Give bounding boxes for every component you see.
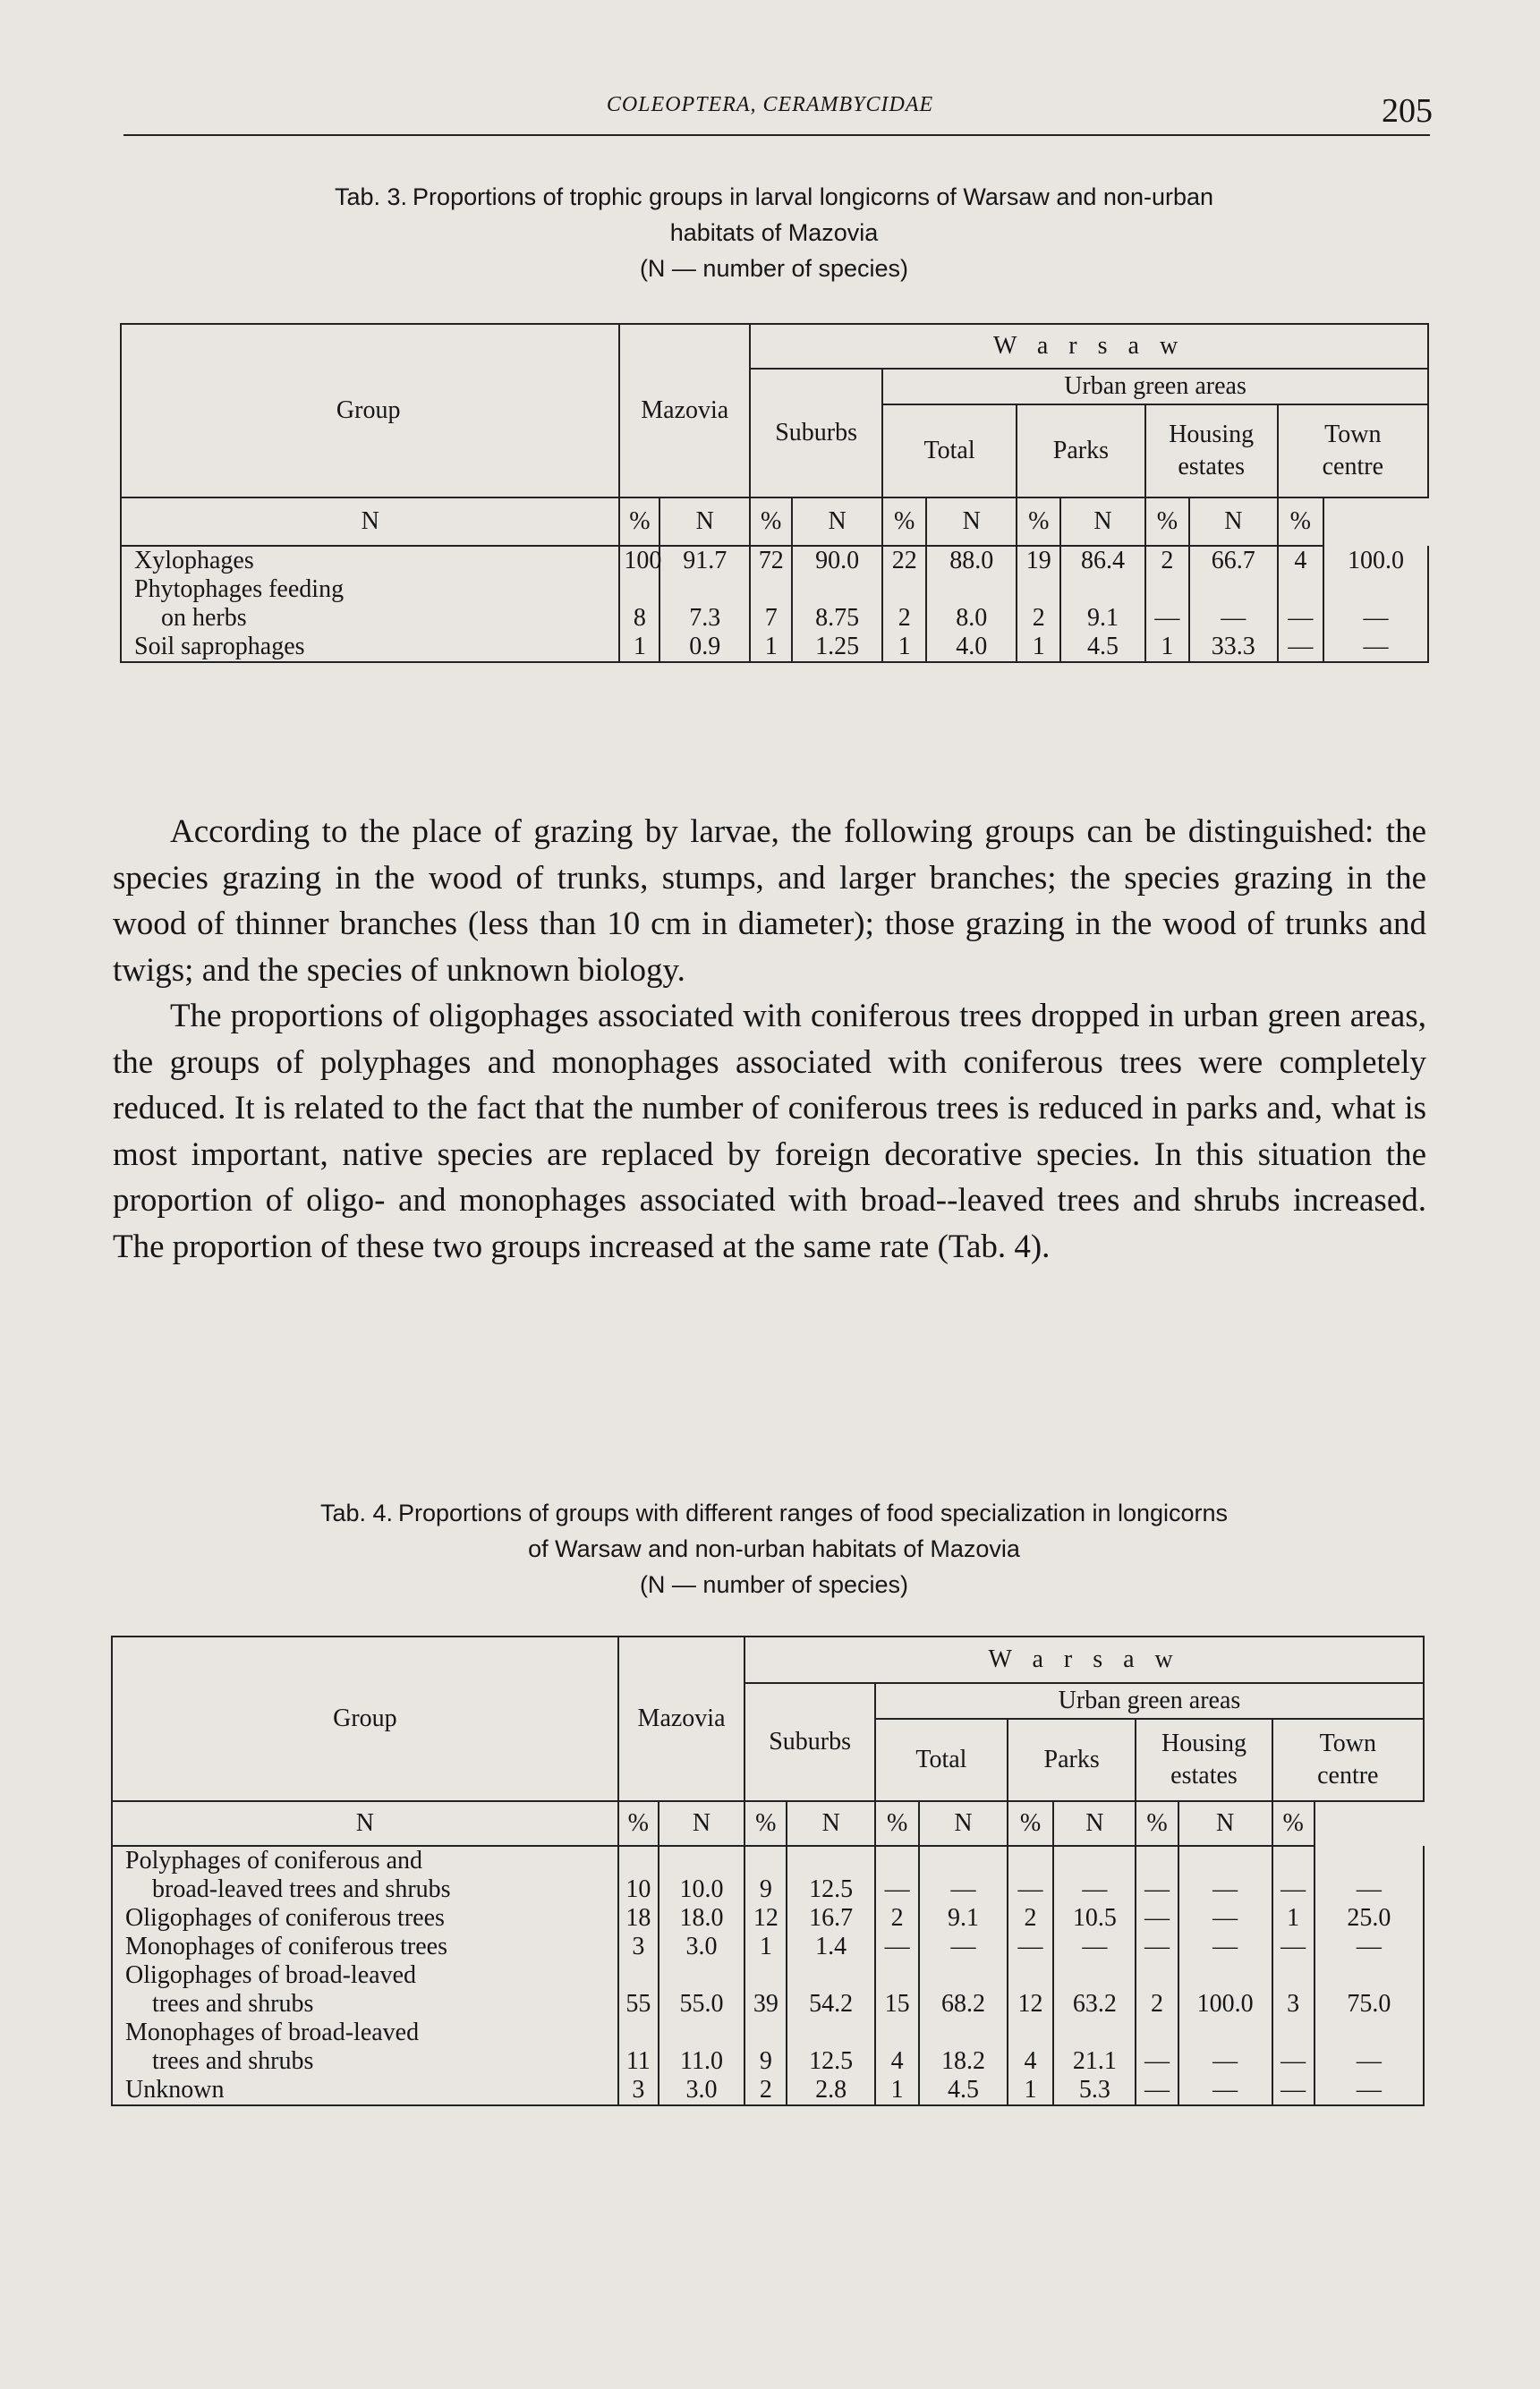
table3-header-parks: Parks (1017, 404, 1145, 497)
cell-percent: 66.7 (1189, 546, 1278, 575)
cell-percent (919, 1846, 1008, 1875)
table3-subheader-percent: % (619, 497, 659, 546)
cell-percent: 1.25 (792, 633, 882, 662)
table4-header-warsaw: W a r s a w (744, 1637, 1424, 1683)
table4-caption-text1: Proportions of groups with different ranges of food specialization in longicorns (398, 1500, 1229, 1526)
table4-header-urban-green: Urban green areas (875, 1683, 1424, 1719)
cell-percent: — (1053, 1875, 1136, 1904)
cell-count: 55 (618, 1990, 659, 2019)
table3-subheader-percent: % (882, 497, 926, 546)
cell-percent (1060, 575, 1144, 604)
paragraph-1: According to the place of grazing by larvae, the following groups can be distinguished: the species grazing in the wood of trunks, stumps, and larger branches; the species grazing in the wood of thinner branches (less than 10 cm in diameter); those grazing in the wood of trunks and twigs; and the species of unknown biology. (113, 813, 1426, 989)
table4-subheader-percent: % (875, 1801, 919, 1846)
table4-header-housing (1136, 1719, 1272, 1801)
cell-count: 4 (1278, 546, 1323, 575)
table4-subheader-percent: % (618, 1801, 659, 1846)
table-row (121, 633, 1428, 662)
table4-subheader-n: N (787, 1801, 875, 1846)
running-title: COLEOPTERA, CERAMBYCIDAE (606, 93, 934, 116)
row-group-label: Oligophages of coniferous trees (112, 1904, 618, 1933)
table3-caption (116, 179, 1432, 286)
row-group-label: Soil saprophages (121, 633, 619, 662)
cell-count: 1 (1145, 633, 1189, 662)
table3-header-suburbs: Suburbs (750, 369, 882, 497)
table3-housing-line1: Housing (1169, 421, 1255, 448)
cell-percent (659, 1846, 744, 1875)
row-group-label: Unknown (112, 2076, 618, 2105)
table3-subheader-percent: % (1145, 497, 1189, 546)
cell-count (1008, 2019, 1053, 2047)
table3-header-housing (1145, 404, 1278, 497)
table3-header-town (1278, 404, 1428, 497)
cell-percent: 90.0 (792, 546, 882, 575)
cell-percent (1315, 1846, 1424, 1875)
cell-percent: 9.1 (1060, 604, 1144, 633)
cell-percent (787, 1846, 875, 1875)
cell-count: 12 (744, 1904, 787, 1933)
table4-town-line1: Town (1319, 1730, 1376, 1757)
row-group-label: Phytophages feeding (121, 575, 619, 604)
table4-subheader-n: N (112, 1801, 618, 1846)
cell-count: 4 (1008, 2047, 1053, 2076)
cell-percent (919, 2019, 1008, 2047)
cell-percent: 18.0 (659, 1904, 744, 1933)
cell-percent: 16.7 (787, 1904, 875, 1933)
cell-count (1272, 2019, 1315, 2047)
table-row (112, 1961, 1424, 1990)
table3-header-urban-green: Urban green areas (882, 369, 1428, 404)
row-group-label: Xylophages (121, 546, 619, 575)
table3-subheader-percent: % (750, 497, 792, 546)
cell-count: — (1272, 1875, 1315, 1904)
cell-count: 10 (618, 1875, 659, 1904)
cell-percent: 12.5 (787, 2047, 875, 2076)
cell-percent: 3.0 (659, 2076, 744, 2105)
cell-count (1136, 2019, 1178, 2047)
cell-percent (1178, 2019, 1272, 2047)
cell-count: 1 (1272, 1904, 1315, 1933)
cell-count: 12 (1008, 1990, 1053, 2019)
table4-caption-line1 (116, 1495, 1432, 1531)
cell-percent: 33.3 (1189, 633, 1278, 662)
table4-caption (116, 1495, 1432, 1603)
table4 (111, 1636, 1425, 2106)
cell-count (618, 1846, 659, 1875)
cell-count: 2 (744, 2076, 787, 2105)
cell-count (744, 2019, 787, 2047)
table4-town-line2: centre (1317, 1762, 1379, 1790)
cell-percent: 4.5 (1060, 633, 1144, 662)
table4-header-total: Total (875, 1719, 1008, 1801)
table4-subheader-n: N (919, 1801, 1008, 1846)
cell-percent (926, 575, 1017, 604)
cell-count: — (1008, 1933, 1053, 1961)
cell-count: 2 (1017, 604, 1060, 633)
cell-percent (659, 1961, 744, 1990)
cell-percent: — (1178, 2047, 1272, 2076)
cell-count (1008, 1961, 1053, 1990)
table3-caption-text1: Proportions of trophic groups in larval longicorns of Warsaw and non-urban (413, 183, 1214, 210)
row-group-label: broad-leaved trees and shrubs (112, 1875, 618, 1904)
table3-caption-label: Tab. 3. (334, 183, 408, 210)
table3-caption-line2: habitats of Mazovia (669, 219, 879, 246)
cell-percent: — (1178, 1904, 1272, 1933)
cell-percent: 12.5 (787, 1875, 875, 1904)
row-group-label: trees and shrubs (112, 2047, 618, 2076)
cell-count (744, 1961, 787, 1990)
cell-percent (919, 1961, 1008, 1990)
cell-count: — (1272, 2076, 1315, 2105)
table4-subheader-n: N (1178, 1801, 1272, 1846)
cell-percent: 10.0 (659, 1875, 744, 1904)
table3-subheader-percent: % (1017, 497, 1060, 546)
table4-header-town (1272, 1719, 1424, 1801)
cell-count (1008, 1846, 1053, 1875)
cell-percent: — (1178, 1875, 1272, 1904)
cell-count (1272, 1846, 1315, 1875)
cell-percent (1053, 2019, 1136, 2047)
cell-count: — (1278, 633, 1323, 662)
row-group-label: Monophages of broad-leaved (112, 2019, 618, 2047)
cell-percent (1053, 1846, 1136, 1875)
cell-percent: 100.0 (1323, 546, 1428, 575)
cell-count: 2 (1136, 1990, 1178, 2019)
cell-percent: — (1315, 2047, 1424, 2076)
cell-count: 18 (618, 1904, 659, 1933)
cell-count: — (875, 1875, 919, 1904)
table4-housing-line1: Housing (1161, 1730, 1246, 1757)
cell-count: 100 (619, 546, 659, 575)
cell-count: 1 (750, 633, 792, 662)
table3-town-line1: Town (1324, 421, 1382, 448)
table3-subheader-n: N (792, 497, 882, 546)
cell-percent (792, 575, 882, 604)
table4-header-group: Group (112, 1637, 618, 1801)
table4-caption-line3: (N — number of species) (639, 1571, 909, 1598)
table3-subheader-n: N (121, 497, 619, 546)
row-group-label: on herbs (121, 604, 619, 633)
table-row (112, 2047, 1424, 2076)
cell-count (875, 1961, 919, 1990)
cell-count: 3 (618, 1933, 659, 1961)
table4-subheader-n: N (1053, 1801, 1136, 1846)
header-rule (123, 134, 1430, 136)
table3-subheader-n: N (1060, 497, 1144, 546)
table4-header-mazovia: Mazovia (618, 1637, 744, 1801)
cell-percent: 100.0 (1178, 1990, 1272, 2019)
cell-count: 2 (875, 1904, 919, 1933)
table-row (112, 2076, 1424, 2105)
cell-count: 22 (882, 546, 926, 575)
cell-percent: 18.2 (919, 2047, 1008, 2076)
cell-count (1278, 575, 1323, 604)
table4-housing-line2: estates (1170, 1762, 1238, 1790)
cell-count: 2 (1145, 546, 1189, 575)
cell-count: — (1136, 1875, 1178, 1904)
table4-subheader-percent: % (1136, 1801, 1178, 1846)
table3-caption-line1 (116, 179, 1432, 215)
cell-count: 2 (882, 604, 926, 633)
cell-count: 15 (875, 1990, 919, 2019)
cell-percent (787, 1961, 875, 1990)
cell-percent: — (919, 1875, 1008, 1904)
cell-percent: 63.2 (1053, 1990, 1136, 2019)
row-group-label: Monophages of coniferous trees (112, 1933, 618, 1961)
cell-count (1136, 1961, 1178, 1990)
cell-percent: 55.0 (659, 1990, 744, 2019)
cell-percent: 2.8 (787, 2076, 875, 2105)
table-row (112, 1875, 1424, 1904)
cell-count: 1 (744, 1933, 787, 1961)
cell-count: 1 (1017, 633, 1060, 662)
table-row (112, 1933, 1424, 1961)
cell-percent: 21.1 (1053, 2047, 1136, 2076)
cell-percent: 88.0 (926, 546, 1017, 575)
table4-subheader-n: N (659, 1801, 744, 1846)
cell-count: — (1136, 2076, 1178, 2105)
cell-count: 19 (1017, 546, 1060, 575)
cell-count (619, 575, 659, 604)
table4-subheader-percent: % (744, 1801, 787, 1846)
page-number: 205 (1382, 92, 1433, 130)
cell-percent: 9.1 (919, 1904, 1008, 1933)
cell-count: 4 (875, 2047, 919, 2076)
table3-header-mazovia: Mazovia (619, 324, 750, 497)
cell-count: 9 (744, 1875, 787, 1904)
cell-percent (1178, 1961, 1272, 1990)
table3-subheader-n: N (926, 497, 1017, 546)
cell-count: 39 (744, 1990, 787, 2019)
cell-percent: — (919, 1933, 1008, 1961)
cell-percent: — (1189, 604, 1278, 633)
cell-percent: — (1053, 1933, 1136, 1961)
cell-count: — (1136, 1904, 1178, 1933)
cell-percent (787, 2019, 875, 2047)
cell-count (875, 2019, 919, 2047)
cell-percent: 11.0 (659, 2047, 744, 2076)
cell-count: — (1136, 1933, 1178, 1961)
cell-count: 3 (1272, 1990, 1315, 2019)
cell-percent: 4.0 (926, 633, 1017, 662)
cell-percent: 3.0 (659, 1933, 744, 1961)
table-row (112, 1904, 1424, 1933)
table3-header-total: Total (882, 404, 1017, 497)
cell-count: 7 (750, 604, 792, 633)
cell-count (618, 2019, 659, 2047)
cell-percent: — (1315, 1933, 1424, 1961)
cell-count: 11 (618, 2047, 659, 2076)
cell-percent: — (1323, 633, 1428, 662)
cell-count (1272, 1961, 1315, 1990)
cell-percent: 5.3 (1053, 2076, 1136, 2105)
cell-percent: — (1315, 1875, 1424, 1904)
cell-count (875, 1846, 919, 1875)
cell-percent: 25.0 (1315, 1904, 1424, 1933)
row-group-label: Polyphages of coniferous and (112, 1846, 618, 1875)
cell-count: — (1136, 2047, 1178, 2076)
cell-percent (1178, 1846, 1272, 1875)
table3 (120, 323, 1429, 663)
cell-count: 72 (750, 546, 792, 575)
row-group-label: Oligophages of broad-leaved (112, 1961, 618, 1990)
cell-percent: — (1323, 604, 1428, 633)
table4-header-suburbs: Suburbs (744, 1683, 875, 1801)
cell-percent: 4.5 (919, 2076, 1008, 2105)
cell-percent (1189, 575, 1278, 604)
cell-count: 9 (744, 2047, 787, 2076)
cell-count: 1 (875, 2076, 919, 2105)
cell-percent: 1.4 (787, 1933, 875, 1961)
cell-percent: 10.5 (1053, 1904, 1136, 1933)
cell-percent: — (1178, 1933, 1272, 1961)
table3-subheader-percent: % (1278, 497, 1323, 546)
cell-count: 1 (882, 633, 926, 662)
cell-count: — (1145, 604, 1189, 633)
table3-subheader-n: N (1189, 497, 1278, 546)
cell-percent (1315, 1961, 1424, 1990)
table4-header-parks: Parks (1008, 1719, 1136, 1801)
cell-count (1017, 575, 1060, 604)
cell-percent: 7.3 (659, 604, 750, 633)
cell-count (744, 1846, 787, 1875)
table-row (121, 546, 1428, 575)
cell-count (1145, 575, 1189, 604)
cell-count: 2 (1008, 1904, 1053, 1933)
cell-percent (659, 2019, 744, 2047)
table3-housing-line2: estates (1178, 453, 1245, 480)
cell-count: 8 (619, 604, 659, 633)
cell-percent (659, 575, 750, 604)
cell-count: 1 (619, 633, 659, 662)
cell-percent: 54.2 (787, 1990, 875, 2019)
cell-percent: 8.0 (926, 604, 1017, 633)
table3-caption-line3: (N — number of species) (639, 255, 909, 282)
cell-count: — (1272, 2047, 1315, 2076)
cell-percent: 8.75 (792, 604, 882, 633)
cell-percent: 68.2 (919, 1990, 1008, 2019)
row-group-label: trees and shrubs (112, 1990, 618, 2019)
cell-count: 3 (618, 2076, 659, 2105)
cell-percent: 75.0 (1315, 1990, 1424, 2019)
cell-percent (1315, 2019, 1424, 2047)
table3-header-warsaw: W a r s a w (750, 324, 1428, 369)
cell-percent: — (1315, 2076, 1424, 2105)
cell-count: 1 (1008, 2076, 1053, 2105)
table3-town-line2: centre (1322, 453, 1383, 480)
cell-percent: — (1178, 2076, 1272, 2105)
cell-percent (1053, 1961, 1136, 1990)
table-row (121, 575, 1428, 604)
body-text (113, 809, 1426, 1270)
table4-caption-label: Tab. 4. (319, 1500, 393, 1526)
cell-count: — (1278, 604, 1323, 633)
table4-subheader-percent: % (1272, 1801, 1315, 1846)
cell-count: — (1272, 1933, 1315, 1961)
cell-count: — (1008, 1875, 1053, 1904)
table-row (121, 604, 1428, 633)
cell-count (882, 575, 926, 604)
cell-count: — (875, 1933, 919, 1961)
table4-caption-line2: of Warsaw and non-urban habitats of Mazovia (528, 1535, 1020, 1562)
table4-subheader-percent: % (1008, 1801, 1053, 1846)
table-row (112, 2019, 1424, 2047)
table3-header-group: Group (121, 324, 619, 497)
paragraph-2: The proportions of oligophages associated with coniferous trees dropped in urban green areas, the groups of polyphages and monophages associated with coniferous trees were completely reduced. It is related to the fact that the number of coniferous trees is reduced in parks and, what is most important, native species are replaced by foreign decorative species. In this situation the proportion of oligo- and monophages associated with broad--leaved trees and shrubs increased. The proportion of these two groups increased at the same rate (Tab. 4). (113, 998, 1426, 1265)
cell-count (750, 575, 792, 604)
cell-percent: 91.7 (659, 546, 750, 575)
table-row (112, 1990, 1424, 2019)
cell-percent (1323, 575, 1428, 604)
cell-count (1136, 1846, 1178, 1875)
table-row (112, 1846, 1424, 1875)
cell-percent: 0.9 (659, 633, 750, 662)
cell-percent: 86.4 (1060, 546, 1144, 575)
cell-count (618, 1961, 659, 1990)
table3-subheader-n: N (659, 497, 750, 546)
